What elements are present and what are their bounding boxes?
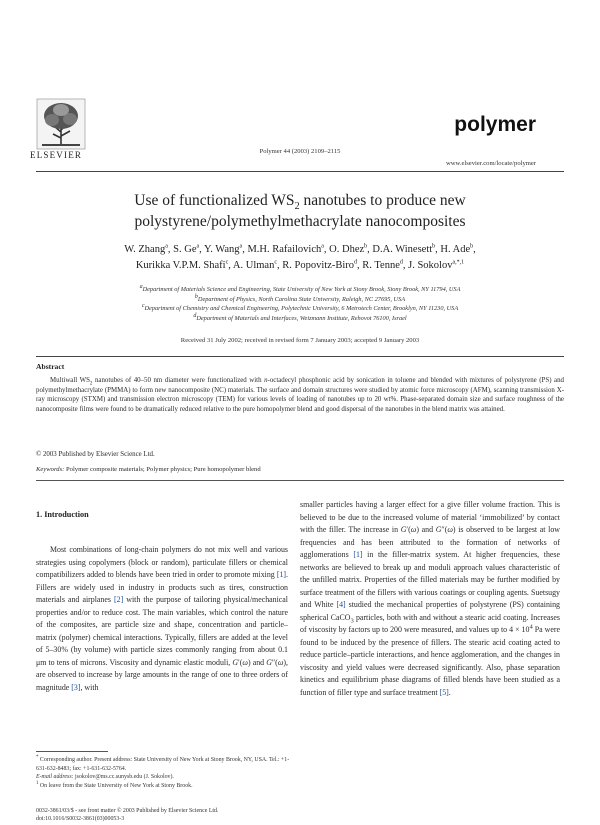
doi-line: doi:10.1016/S0032-3861(03)00053-3: [36, 816, 125, 822]
author-list: W. Zhang$^a$, S. Ge$^a$, Y. Wang$^a$, M.H. Rafailovich$^a$, O. Dhez$^b$, D.A. Winesett$^b$, H. Ade$^b$, Kurikka V.P.M. Shafi$^c$, A. Ulman$^c$, R. Popovitz-Biro$^d$, R. Tenne$^d$, J. Sokolov$^{a,*,1}$: [124, 243, 476, 271]
elsevier-tree-logo: [36, 98, 86, 150]
footnote-email: E-mail address: jsokolov@ms.cc.sunysb.edu (J. Sokolov).: [36, 774, 174, 781]
keywords-divider: [36, 480, 564, 481]
title-line-2: polystyrene/polymethylmethacrylate nanocomposites: [134, 213, 466, 230]
abstract-copyright: © 2003 Published by Elsevier Science Ltd.: [36, 451, 155, 458]
footnote-corresponding: * Corresponding author. Present address: State University of New York at Stony Brook, NY, USA. Tel.: +1-631-632-8483; fax: +1-631-632-5764.: [36, 755, 290, 772]
section-heading: 1. Introduction: [36, 510, 89, 519]
abstract-heading: Abstract: [36, 362, 65, 371]
journal-brand-logo: polymer: [454, 113, 536, 136]
issn-line: 0032-3861/03/$ - see front matter © 2003 Published by Elsevier Science Ltd.: [36, 808, 219, 814]
affiliations: [50, 285, 550, 323]
intro-left-column: Most combinations of long-chain polymers do not mix well and various strategies using copolymers (block or random), particulate fillers or chemical compatibilizers added to blends have been tried in order to promote mixing [1]. Fillers are widely used in industry in products such as tires, construction materials and airplanes [2] with the purpose of tailoring physical/mechanical properties and/or to reduce cost. The main variables, which control the nature of the composites, are particle size and shape, concentration and particle–matrix (polymer) chemical interactions. Typically, fillers are added at the level of 5–30% (by volume) with particle sizes commonly ranging from about 0.1 μm to tens of microns. Viscosity and dynamic elastic moduli, G′(ω) and G″(ω), are observed to increase by large amounts in the range of one to three orders of magnitude [3], with: [36, 545, 288, 692]
keywords: [36, 466, 261, 473]
received-dates: Received 31 July 2002; received in revised form 7 January 2003; accepted 9 January 2003: [180, 337, 420, 344]
footnote-leave: $^1$ On leave from the State University of New York at Stony Brook.: [36, 780, 193, 789]
keywords-list: Polymer composite materials; Polymer physics; Pure homopolymer blend: [64, 466, 261, 473]
journal-url-link[interactable]: www.elsevier.com/locate/polymer: [445, 160, 536, 167]
affiliation-d: $^d$Department of Materials and Interfaces, Weizmann Institute, Rehovot 76100, Israel: [193, 312, 407, 322]
abstract-body: Multiwall $WS_2$ nanotubes of 40–50 nm diameter were functionalized with n-octadecyl phosphonic acid by sonication in toluene and blended with mixtures of polystyrene (PS) and polymethylmethacrylate (PMMA) to form new nanocomposite (NC) materials. The surface and domain structures were studied by atomic force microscopy (AFM), scanning transmission X-ray microscopy (STXM) and transmission electron microscopy (TEM) for various levels of loading of nanotubes up to 20 wt%. Phase-separated domain size and surface roughness of the nanocomposite films were found to be dramatically reduced relative to the pure homopolymer blend and good dispersal of the nanotubes in the blend matrix was attained.: [36, 377, 564, 413]
footnotes: [36, 756, 296, 790]
footnote-divider: [36, 751, 108, 752]
article-title: [60, 190, 540, 232]
journal-reference: Polymer 44 (2003) 2109–2115: [259, 148, 341, 155]
title-part-a: Use of functionalized WS: [134, 192, 295, 209]
keywords-label: Keywords:: [36, 466, 65, 473]
title-subscript: 2: [294, 201, 300, 213]
header-divider: [36, 171, 564, 172]
intro-right-column: smaller particles having a larger effect for a give filler volume fraction. This is believed to be due to the increased volume of material ‘immobilized’ by contact with the filler. The increase in G′(ω) and G″(ω) is observed to be largest at low frequencies and has been attributed to the formation of networks of agglomerations [1] in the filler-matrix system. At higher frequencies, these networks are believed to break up and moduli approach values characteristic of the unfilled matrix. Properties of the filled materials may be further modified by surface treatment of the fillers with various coatings or coupling agents. Suetsugy and White [4] studied the mechanical properties of polystyrene (PS) containing spherical CaCO$_3$ particles, both with and without a stearic acid coating. Increases of viscosity by factors up to 200 were measured, and values up to $4 \times 10^4$ Pa were found to be induced by the presence of fillers. The stearic acid coating acted to reduce particle–particle interactions, and hence agglomeration, and the changes in viscosity and yield values were decreased significantly. Also, phase separation kinetics and equilibrium phase diagrams of filled blends have been studied as a function of filler type and surface treatment [5].: [300, 500, 561, 697]
article-identifiers: [36, 807, 218, 823]
publisher-name: ELSEVIER: [30, 150, 83, 160]
affiliation-a: $^a$Department of Materials Science and Engineering, State University of New York at Stony Brook, Stony Brook, NY 11794, USA: [139, 283, 461, 293]
affiliation-b: $^b$Department of Physics, North Carolina State University, Raleigh, NC 27695, USA: [194, 293, 406, 303]
title-part-b: nanotubes to produce new: [299, 192, 466, 209]
abstract-divider: [36, 356, 564, 357]
affiliation-c: $^c$Department of Chemistry and Chemical Engineering, Polytechnic University, 6 Metrotech Center, Brooklyn, NY 11230, USA: [141, 303, 459, 313]
